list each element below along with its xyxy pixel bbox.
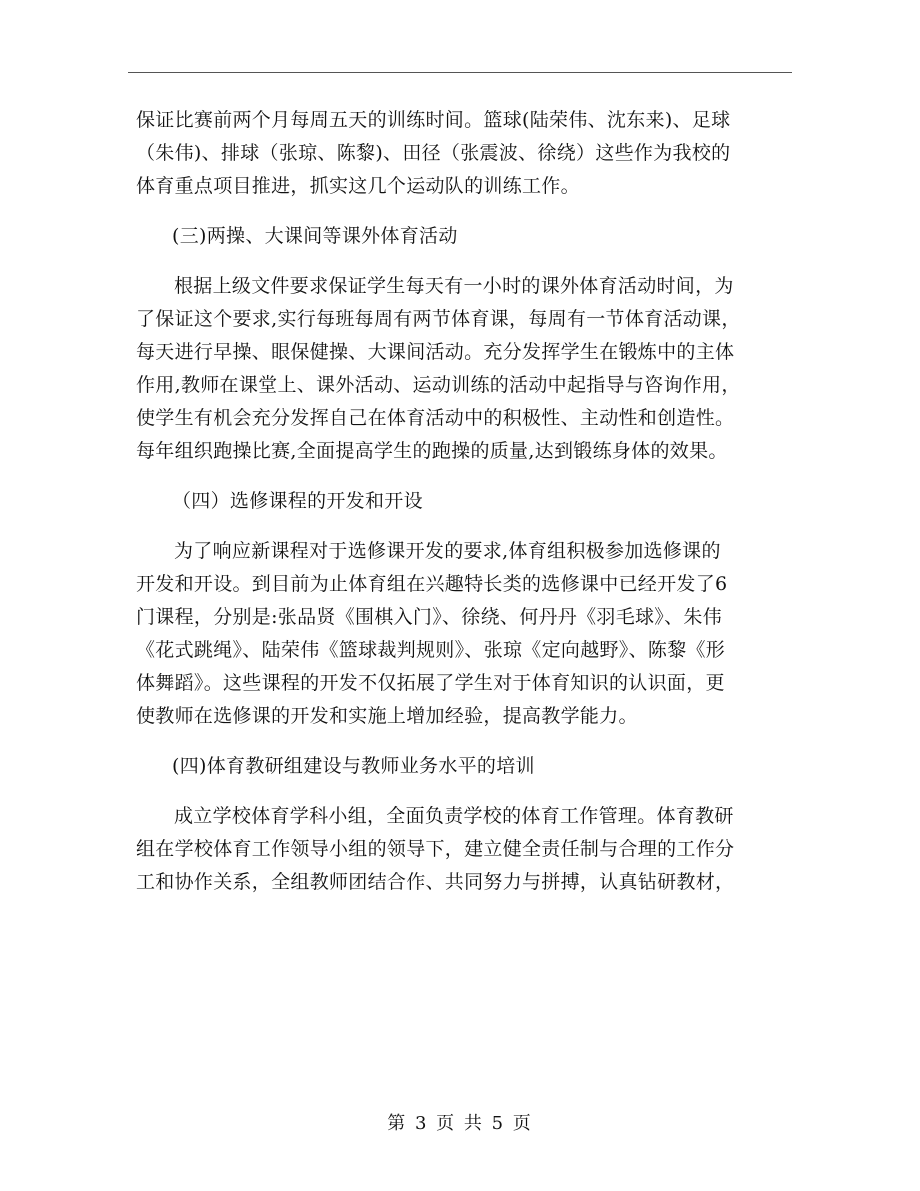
text-line: 体育重点项目推进，抓实这几个运动队的训练工作。	[136, 175, 580, 197]
text-line: 作用,教师在课堂上、课外活动、运动训练的活动中起指导与咨询作用，	[136, 374, 741, 396]
paragraph-teaching-group	[136, 800, 800, 899]
paragraph-gap	[136, 783, 800, 800]
text-line: 组在学校体育工作领导小组的领导下，建立健全责任制与合理的工作分	[136, 838, 735, 860]
page-number: 第 3 页 共 5 页	[387, 1113, 533, 1134]
text-line: 了保证这个要求,实行每班每周有两节体育课，每周有一节体育活动课，	[136, 308, 741, 330]
paragraph-gap	[136, 468, 800, 485]
text-line: 成立学校体育学科小组，全面负责学校的体育工作管理。体育教研	[174, 805, 734, 827]
text-line: 使教师在选修课的开发和实施上增加经验，提高教学能力。	[136, 705, 638, 727]
paragraph-gap	[136, 733, 800, 750]
text-line: 开发和开设。到目前为止体育组在兴趣特长类的选修课中已经开发了6	[136, 573, 728, 595]
text-line: 《花式跳绳》、陆荣伟《篮球裁判规则》、张琼《定向越野》、陈黎《形	[136, 639, 726, 661]
paragraph-gap	[136, 518, 800, 535]
paragraph-continuation	[136, 104, 800, 203]
text-line: 工和协作关系，全组教师团结合作、共同努力与拼搏，认真钻研教材，	[136, 871, 735, 893]
paragraph-electives	[136, 535, 800, 733]
text-line: 根据上级文件要求保证学生每天有一小时的课外体育活动时间，为	[174, 275, 734, 297]
text-line: 每年组织跑操比赛,全面提高学生的跑操的质量,达到锻练身体的效果。	[136, 440, 728, 462]
paragraph-gap	[136, 253, 800, 270]
section-heading-3: (三)两操、大课间等课外体育活动	[172, 225, 458, 247]
text-line: 使学生有机会充分发挥自己在体育活动中的积极性、主动性和创造性。	[136, 407, 735, 429]
section-heading-4a: （四）选修课程的开发和开设	[172, 490, 423, 512]
text-line: 为了响应新课程对于选修课开发的要求,体育组积极参加选修课的	[174, 540, 721, 562]
text-line: 门课程，分别是:张品贤《围棋入门》、徐绕、何丹丹《羽毛球》、朱伟	[136, 606, 723, 628]
text-line: （朱伟)、排球（张琼、陈黎)、田径（张震波、徐绕）这些作为我校的	[136, 142, 731, 164]
header-rule	[128, 72, 792, 73]
section-heading-4b: (四)体育教研组建设与教师业务水平的培训	[172, 755, 535, 777]
text-line: 每天进行早操、眼保健操、大课间活动。充分发挥学生在锻炼中的主体	[136, 341, 735, 363]
paragraph-activities	[136, 270, 800, 468]
text-line: 保证比赛前两个月每周五天的训练时间。篮球(陆荣伟、沈东来)、足球	[136, 109, 731, 131]
paragraph-gap	[136, 203, 800, 220]
text-line: 体舞蹈》。这些课程的开发不仅拓展了学生对于体育知识的认识面，更	[136, 672, 725, 694]
document-body	[136, 104, 800, 899]
